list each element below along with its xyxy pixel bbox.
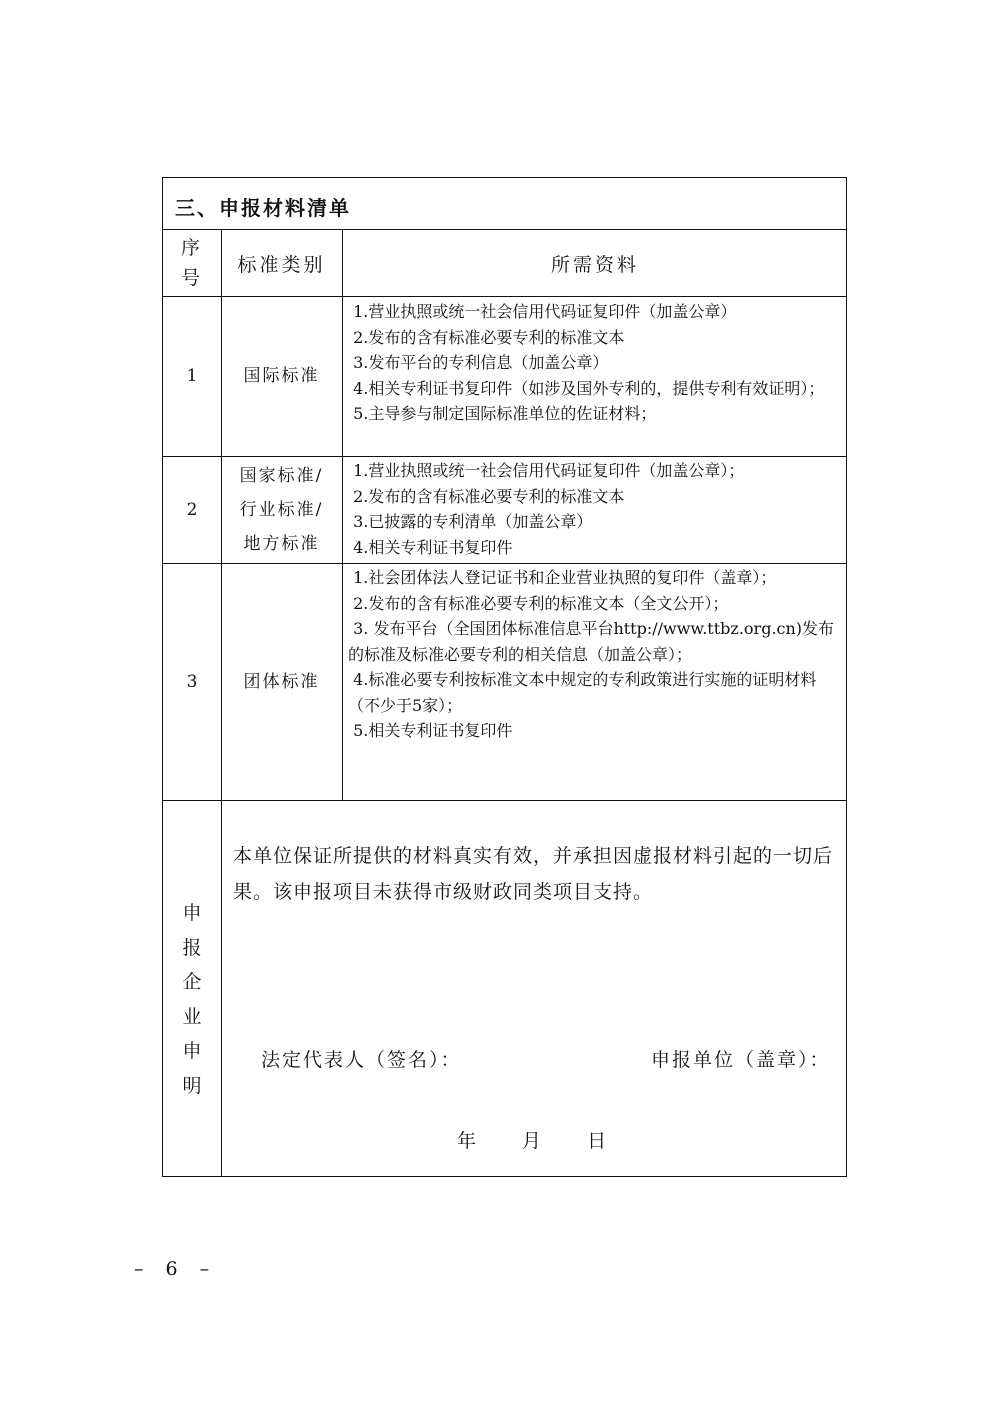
header-seq: 序 号: [180, 237, 203, 289]
table-divider: [342, 229, 343, 800]
row-materials: [348, 299, 841, 427]
material-item: 1.社会团体法人登记证书和企业营业执照的复印件（盖章）；: [348, 568, 777, 587]
material-item: 1.营业执照或统一社会信用代码证复印件（加盖公章）: [348, 302, 737, 321]
declaration-text: 本单位保证所提供的材料真实有效，并承担因虚报材料引起的一切后果。该申报项目未获得市级财政同类项目支持。: [233, 845, 834, 903]
header-materials: 所需资料: [550, 254, 639, 276]
material-item: 4.标准必要专利按标准文本中规定的专利政策进行实施的证明材料（不少于5家）；: [348, 670, 817, 715]
row-category: 团体标准: [243, 671, 320, 692]
table-divider: [163, 800, 846, 801]
header-category: 标准类别: [237, 254, 326, 276]
row-category: 国际标准: [243, 366, 320, 386]
declaration-label: 申 报 企 业 申 明: [182, 902, 202, 1097]
row-number: 3: [186, 671, 198, 692]
page-number: – 6 –: [134, 1258, 218, 1280]
material-item: 2.发布的含有标准必要专利的标准文本（全文公开）；: [348, 593, 729, 613]
material-item: 4.相关专利证书复印件: [348, 537, 513, 557]
legal-representative-signature: 法定代表人（签名）：: [261, 1049, 462, 1071]
applicant-unit-seal: 申报单位（盖章）：: [651, 1049, 831, 1071]
date-line: 年 月 日: [457, 1130, 607, 1152]
table-divider: [163, 229, 846, 230]
row-materials: [348, 565, 841, 744]
materials-table: [162, 177, 847, 1177]
row-number: 1: [186, 366, 198, 386]
material-item: 3. 发布平台（全国团体标准信息平台http://www.ttbz.org.cn)发布的标准及标准必要专利的相关信息（加盖公章）；: [348, 619, 835, 664]
material-item: 4.相关专利证书复印件（如涉及国外专利的，提供专利有效证明）；: [348, 378, 825, 398]
material-item: 1.营业执照或统一社会信用代码证复印件（加盖公章）；: [348, 461, 745, 480]
material-item: 2.发布的含有标准必要专利的标准文本: [348, 327, 625, 347]
row-category: 国家标准/ 行业标准/ 地方标准: [239, 465, 324, 554]
material-item: 3.发布平台的专利信息（加盖公章）: [348, 353, 609, 372]
material-item: 3.已披露的专利清单（加盖公章）: [348, 512, 593, 531]
section-title: 三、申报材料清单: [175, 196, 351, 220]
row-number: 2: [186, 499, 198, 520]
material-item: 5.主导参与制定国际标准单位的佐证材料；: [348, 404, 657, 423]
material-item: 5.相关专利证书复印件: [348, 721, 513, 740]
material-item: 2.发布的含有标准必要专利的标准文本: [348, 486, 625, 506]
row-materials: [348, 458, 841, 560]
